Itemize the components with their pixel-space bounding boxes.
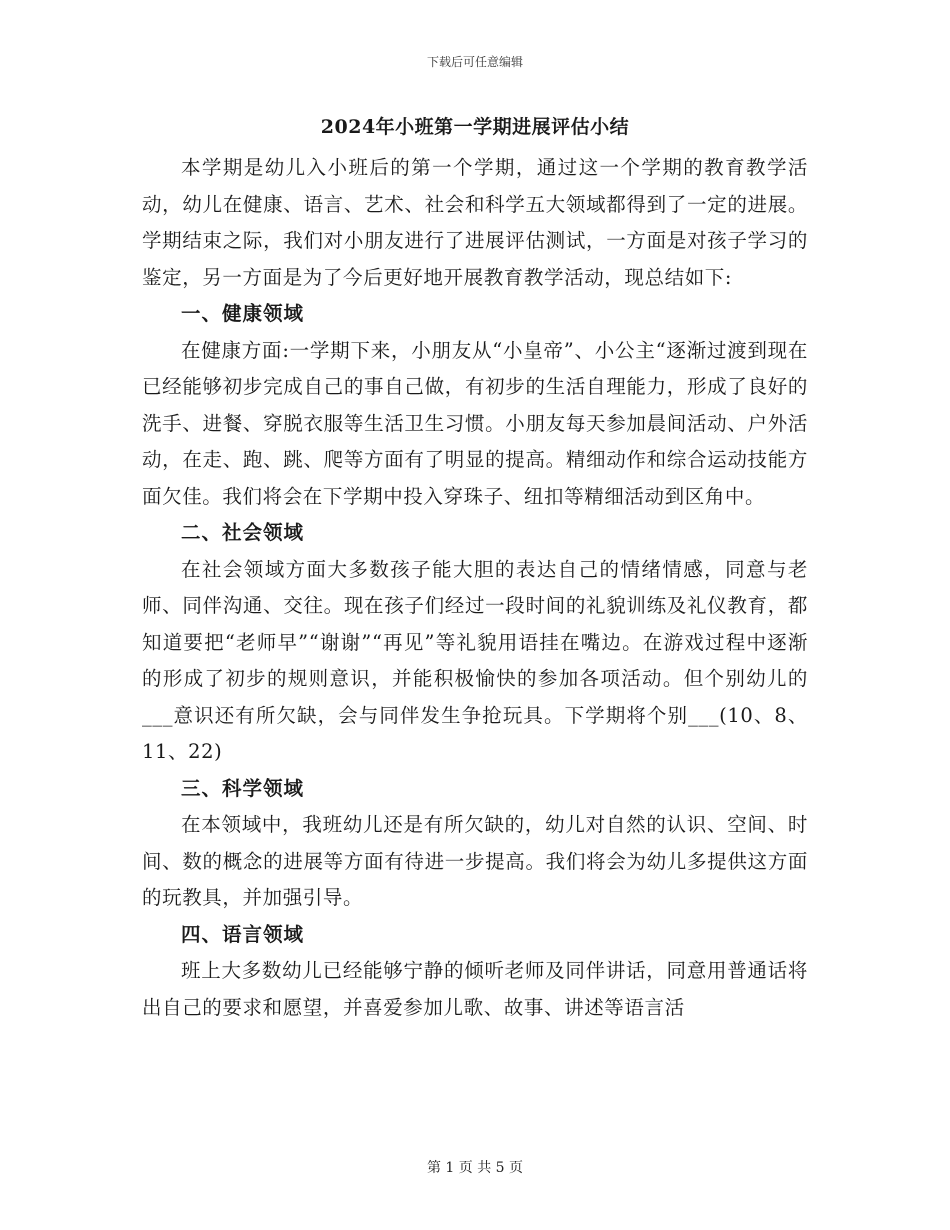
page-header-note: 下载后可任意编辑 — [426, 55, 523, 69]
section-heading-language: 四、语言领域 — [181, 922, 305, 946]
document-body — [142, 110, 808, 1026]
document-title: 2024年小班第一学期进展评估小结 — [320, 116, 630, 138]
intro-paragraph: 本学期是幼儿入小班后的第一个学期，通过这一个学期的教育教学活动，幼儿在健康、语言、艺术、社会和科学五大领域都得到了一定的进展。学期结束之际，我们对小朋友进行了进展评估测试，一方面是对孩子学习的鉴定，另一方面是为了今后更好地开展教育教学活动，现总结如下: — [142, 156, 808, 289]
section-body-health: 在健康方面:一学期下来，小朋友从“小皇帝”、小公主“逐渐过渡到现在已经能够初步完成自己的事自己做，有初步的生活自理能力，形成了良好的洗手、进餐、穿脱衣服等生活卫生习惯。小朋友每天参加晨间活动、户外活动，在走、跑、跳、爬等方面有了明显的提高。精细动作和综合运动技能方面欠佳。我们将会在下学期中投入穿珠子、纽扣等精细活动到区角中。 — [142, 338, 808, 508]
section-body-language: 班上大多数幼儿已经能够宁静的倾听老师及同伴讲话，同意用普通话将出自己的要求和愿望，并喜爱参加儿歌、故事、讲述等语言活 — [142, 959, 808, 1019]
page-number: 第 1 页 共 5 页 — [426, 1160, 524, 1176]
section-heading-society: 二、社会领域 — [181, 521, 305, 544]
section-body-society: 在社会领域方面大多数孩子能大胆的表达自己的情绪情感，同意与老师、同伴沟通、交往。现在孩子们经过一段时间的礼貌训练及礼仪教育，都知道要把“老师早”“谢谢”“再见”等礼貌用语挂在嘴边。在游戏过程中逐渐的形成了初步的规则意识，并能积极愉快的参加各项活动。但个别幼儿的___意识还有所欠缺，会与同伴发生争抢玩具。下学期将个别___(10、8、11、22) — [142, 557, 808, 763]
section-heading-health: 一、健康领域 — [181, 302, 305, 325]
section-body-science: 在本领域中，我班幼儿还是有所欠缺的，幼儿对自然的认识、空间、时间、数的概念的进展等方面有待进一步提高。我们将会为幼儿多提供这方面的玩教具，并加强引导。 — [142, 813, 808, 909]
section-heading-science: 三、科学领域 — [181, 776, 305, 800]
